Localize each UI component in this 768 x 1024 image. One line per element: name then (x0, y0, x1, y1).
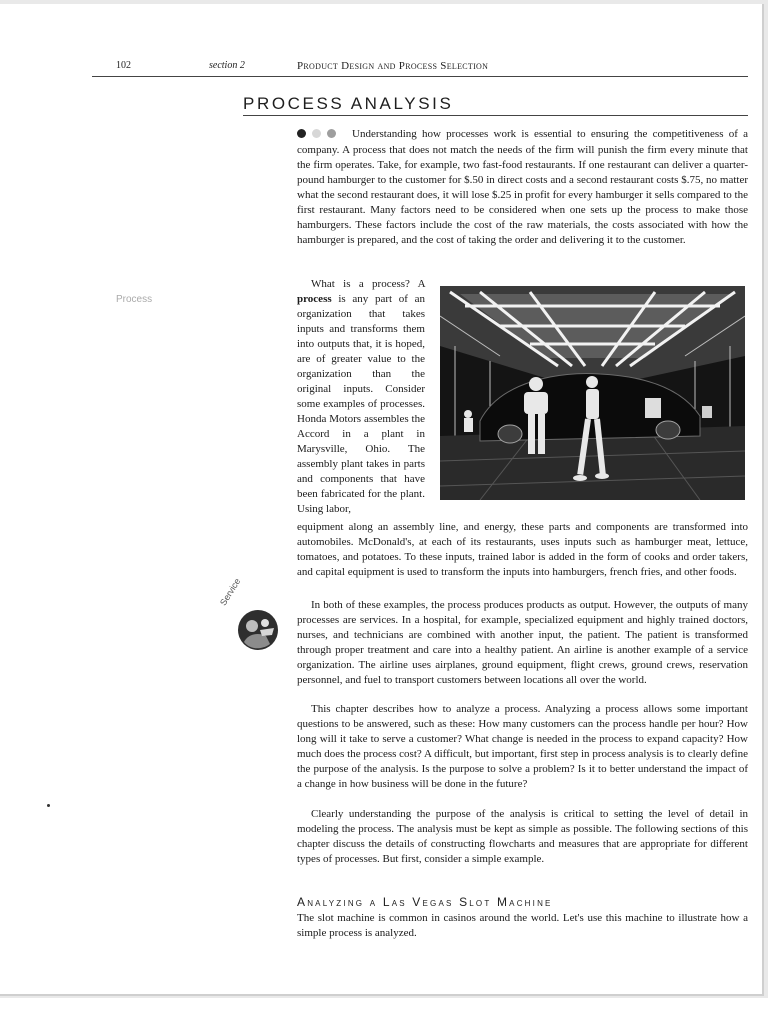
section-label: section 2 (209, 60, 245, 71)
services-paragraph: In both of these examples, the process produces products as output. However, the outputs of many processes are services. In a hospital, for example, specialized equipment and highly trained doctors, nurses, and technicians are combined with another input, the patient. The patient is transformed through proper treatment and care into a healthy patient. An airline is another example of a service organization. The airline uses airplanes, ground equipment, flight crews, ground crews, reservation personnel, and fuel to transport customers between locations all over the world. (297, 599, 748, 686)
title-rule (243, 115, 748, 116)
scan-speck (47, 804, 50, 807)
chapter-overview-paragraph: This chapter describes how to analyze a process. Analyzing a process allows some important questions to be answered, such as these: How many customers can the process handle per hour? How long will it take to serve a customer? What change is needed in the process to expand capacity? How much does the process cost? A difficult, but important, first step in process analysis is to clearly define the purpose of the analysis. Is the purpose to solve a problem? Is it to better understand the impact of a change in how business will be done in the future? (297, 703, 748, 790)
p2-lead: What is a process? A (311, 278, 425, 290)
section-marker-dots-icon (297, 128, 342, 143)
margin-label-service: Service (218, 576, 243, 608)
margin-note-process: Process (116, 294, 153, 305)
assembly-line-image (440, 286, 745, 500)
process-definition-paragraph (297, 277, 425, 517)
assembly-plant-photo (440, 286, 745, 500)
section-heading-slot-machine: Analyzing a Las Vegas Slot Machine (297, 895, 553, 909)
chapter-title: PROCESS ANALYSIS (243, 94, 454, 113)
page-number: 102 (116, 60, 131, 71)
purpose-paragraph: Clearly understanding the purpose of the analysis is critical to setting the level of detail in modeling the process. The analysis must be kept as simple as possible. The following sections of this chapter discuss the details of constructing flowcharts and measures that are appropriate for different types of processes. But first, consider a simple example. (297, 808, 748, 865)
slot-machine-intro: The slot machine is common in casinos around the world. Let's use this machine to illustrate how a simple process is analyzed. (297, 912, 748, 939)
header-rule (92, 76, 748, 77)
term-process: process (297, 293, 332, 305)
intro-paragraph (297, 127, 748, 248)
running-header-title: Product Design and Process Selection (297, 60, 489, 72)
p2-rest: is any part of an organization that takes inputs and transforms them into outputs that, it is hoped, are of greater value to the organization than the original inputs. Consider some examples of processes. Honda Motors assembles the Accord in a plant in Marysville, Ohio. The assembly plant takes in parts and components that have been fabricated for the plant. Using labor, (297, 293, 425, 515)
service-icon (236, 608, 280, 652)
textbook-page (0, 4, 764, 996)
page-bottom-margin (0, 998, 768, 1024)
process-examples-continued: equipment along an assembly line, and energy, these parts and components are transformed into automobiles. McDonald's, at each of its restaurants, uses inputs such as hamburger meat, lettuce, tomatoes, and potatoes. To these inputs, trained labor is added in the form of cooks and order takers, and capital equipment is used to transform the inputs into hamburgers, french fries, and other foods. (297, 521, 748, 578)
intro-text: Understanding how processes work is essential to ensuring the competitiveness of a company. A process that does not match the needs of the firm will punish the firm every minute that the firm operates. Take, for example, two fast-food restaurants. If one restaurant can deliver a quarter-pound hamburger to the customer for $.50 in direct costs and a second restaurant costs $.75, no matter what the second restaurant does, it will lose $.25 in profit for every hamburger it sells compared to the first restaurant. Many factors need to be considered when one sets up the process to make those hamburgers. These factors include the cost of the raw materials, the costs associated with how the hamburger is prepared, and the cost of taking the order and delivering it to the customer. (297, 128, 748, 246)
